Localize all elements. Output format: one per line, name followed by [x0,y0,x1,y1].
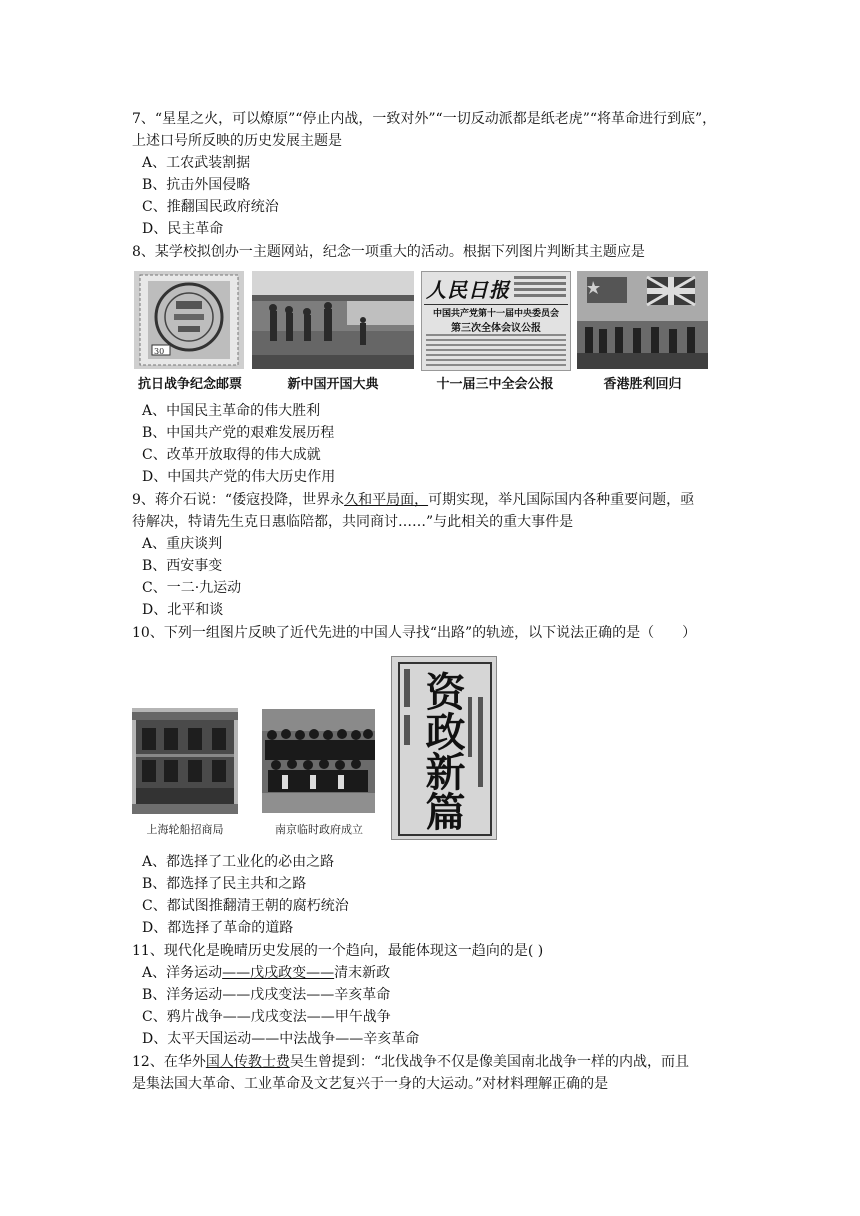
q9-stem-part-b: 可期实现，举凡国际国内各种重要问题，亟 [428,492,695,508]
q8-founding-ceremony-image [252,271,414,369]
q8-option-c: C、改革开放取得的伟大成就 [142,447,321,463]
q9-stem-underlined: 久和平局面， [344,492,429,508]
q7-option-a: A、工农武装割据 [142,155,251,171]
q10-option-c: C、都试图推翻清王朝的腐朽统治 [142,898,349,914]
q10-option-a: A、都选择了工业化的必由之路 [142,854,335,870]
q11-option-a [142,962,390,984]
q8-caption-stamp: 抗日战争纪念邮票 [137,377,242,392]
q11-option-d: D、太平天国运动——中法战争——辛亥革命 [142,1031,420,1047]
q12-stem-part-b: 吴生曾提到：“北伐战争不仅是像美国南北战争一样的内战，而且 [289,1054,689,1070]
q9-stem-line1 [132,489,694,511]
q8-option-a: A、中国民主革命的伟大胜利 [142,403,321,419]
q12-stem-underlined: 国人传教士费 [205,1054,290,1070]
book-title: 资政新篇 [419,671,466,831]
q8-newspaper-image [421,271,571,371]
q8-option-b: B、中国共产党的艰难发展历程 [142,425,335,441]
q8-stem: 8、某学校拟创办一主题网站，纪念一项重大的活动。根据下列图片判断其主题应是 [132,244,645,260]
newspaper-headline-1: 中国共产党第十一届中央委员会 [432,309,559,319]
q11-option-b: B、洋务运动——戊戌变法——辛亥革命 [142,987,391,1003]
q11-option-a-underlined: ——戊戌政变—— [222,965,335,981]
q10-caption-steamship: 上海轮船招商局 [146,823,224,836]
q9-stem-part-a: 9、蒋介石说：“倭寇投降，世界永 [132,492,345,508]
q10-option-b: B、都选择了民主共和之路 [142,876,307,892]
q7-option-b: B、抗击外国侵略 [142,177,251,193]
q10-option-d: D、都选择了革命的道路 [142,920,294,936]
q9-option-c: C、一二·九运动 [142,580,242,596]
newspaper-masthead: 人民日报 [426,278,510,302]
q8-hongkong-handover-image [577,271,708,369]
q12-stem-line2: 是集法国大革命、工业革命及文艺复兴于一身的大运动。”对材料理解正确的是 [132,1076,609,1092]
q8-caption-hongkong: 香港胜利回归 [603,377,682,392]
q9-option-d: D、北平和谈 [142,602,224,618]
svg-text:30: 30 [154,347,165,356]
q8-caption-newspaper: 十一届三中全会公报 [436,377,554,392]
q8-option-d: D、中国共产党的伟大历史作用 [142,469,336,485]
q9-option-b: B、西安事变 [142,558,223,574]
q12-stem-line1 [132,1051,689,1073]
q8-caption-founding: 新中国开国大典 [287,377,379,392]
q10-stem: 10、下列一组图片反映了近代先进的中国人寻找“出路”的轨迹，以下说法正确的是（ ） [132,625,697,641]
q11-option-a-part2: 清末新政 [334,965,391,981]
q10-caption-nanjing: 南京临时政府成立 [275,823,363,836]
q11-option-c: C、鸦片战争——戊戌变法——甲午战争 [142,1009,391,1025]
q7-option-c: C、推翻国民政府统治 [142,199,279,215]
q8-stamp-image [134,271,244,369]
q10-zizheng-xinpian-image [391,656,497,840]
q10-nanjing-government-image [262,709,375,813]
q11-option-a-part1: A、洋务运动 [142,965,223,981]
newspaper-headline-2: 第三次全体会议公报 [451,323,541,334]
q9-option-a: A、重庆谈判 [142,536,223,552]
q10-shanghai-steamship-image [132,708,238,814]
q12-stem-part-a: 12、在华外 [132,1054,206,1070]
q7-stem-line1: 7、“星星之火，可以燎原”“停止内战，一致对外”“一切反动派都是纸老虎”“将革命进行到底”， [132,111,717,127]
q11-stem: 11、现代化是晚晴历史发展的一个趋向，最能体现这一趋向的是( ) [132,943,544,959]
q7-option-d: D、民主革命 [142,221,224,237]
q9-stem-line2: 待解决，特请先生克日惠临陪都，共同商讨……”与此相关的重大事件是 [132,514,574,530]
q7-stem-line2: 上述口号所反映的历史发展主题是 [132,133,342,149]
